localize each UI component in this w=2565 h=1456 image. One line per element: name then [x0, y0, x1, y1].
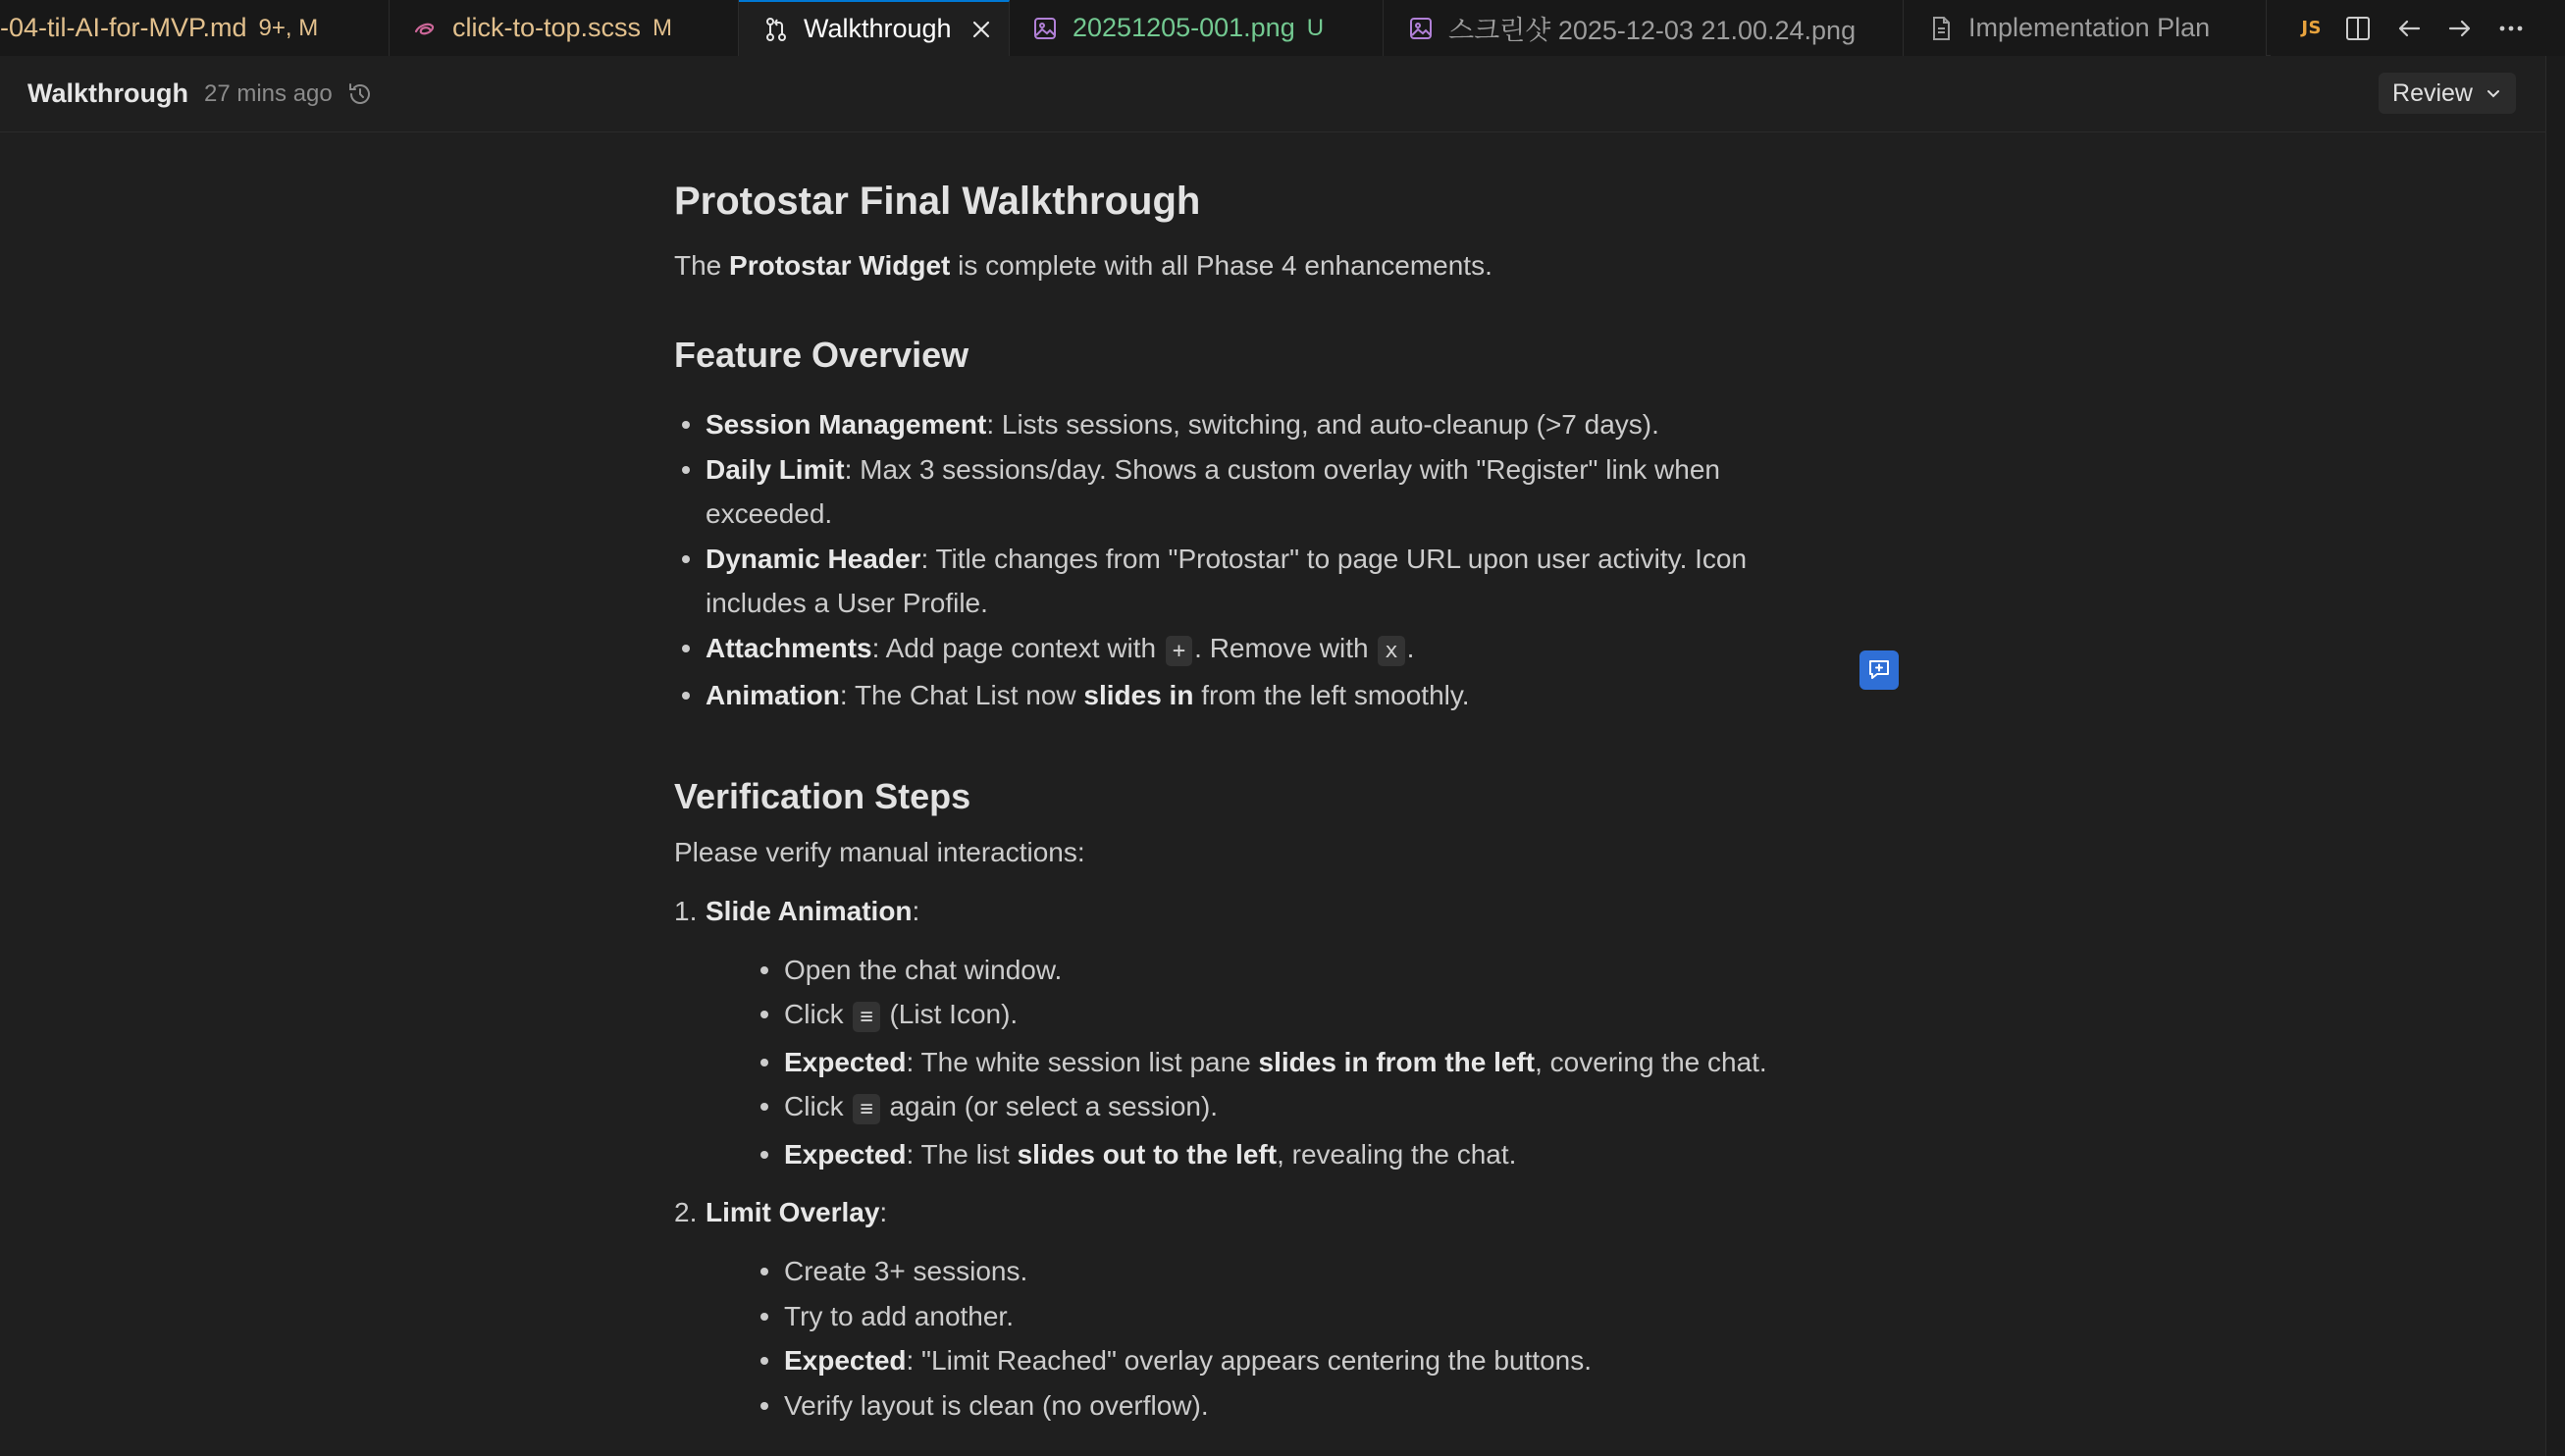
feature-text: : Title changes from "Protostar" to page URL upon user activity. Icon includes a User Profile. [706, 543, 1748, 618]
feature-text: : The Chat List now [839, 680, 1084, 710]
arrow-left-icon[interactable] [2394, 14, 2424, 43]
expected-label: Expected [784, 1046, 907, 1077]
feature-text: . Remove with [1194, 632, 1377, 663]
inline-code: x [1378, 636, 1404, 666]
step-substeps [674, 948, 1852, 1177]
feature-text: : Lists sessions, switching, and auto-cleanup (>7 days). [986, 409, 1659, 440]
tab-scss-file[interactable] [390, 0, 739, 56]
last-updated-time: 27 mins ago [203, 79, 333, 107]
chevron-down-icon [2485, 84, 2502, 102]
image-file-icon [1407, 15, 1435, 42]
feature-label: Dynamic Header [706, 543, 921, 574]
tab-status: 9+, M [258, 14, 319, 41]
list-item [784, 1132, 1852, 1177]
list-item [706, 537, 1852, 626]
list-item: Try to add another. [784, 1294, 1852, 1339]
step-item [674, 889, 1852, 1177]
tab-label: click-to-top.scss [452, 13, 642, 42]
tab-implementation-plan[interactable] [1904, 0, 2267, 56]
substep-bold: slides out to the left [1017, 1138, 1278, 1170]
tab-label: Walkthrough [804, 14, 952, 43]
inline-code: + [1166, 636, 1192, 666]
step-number: 2. [674, 1197, 698, 1227]
feature-list [674, 402, 1852, 718]
intro-paragraph [674, 243, 1852, 288]
list-item [706, 626, 1852, 674]
feature-overview-heading: Feature Overview [674, 335, 969, 375]
tab-label: 스크린샷 2025-12-03 21.00.24.png [1448, 16, 1857, 45]
step-colon: : [912, 895, 920, 926]
verification-intro: Please verify manual interactions: [674, 836, 1085, 867]
git-pull-request-icon [762, 16, 790, 43]
list-item [706, 402, 1852, 447]
document-icon [1927, 15, 1955, 42]
tab-bar [0, 0, 2565, 56]
substep-text: (List Icon). [881, 999, 1019, 1029]
feature-label: Animation [706, 680, 840, 710]
list-item: Open the chat window. [784, 948, 1852, 993]
substep-text: , covering the chat. [1535, 1046, 1767, 1077]
tab-label: Implementation Plan [1968, 13, 2211, 42]
feature-text: from the left smoothly. [1193, 680, 1470, 710]
more-icon[interactable] [2496, 14, 2526, 43]
substep-text: again (or select a session). [881, 1091, 1219, 1121]
image-file-icon [1031, 15, 1059, 42]
arrow-right-icon[interactable] [2445, 14, 2475, 43]
step-label: Slide Animation [706, 895, 913, 926]
intro-bold: Protostar Widget [729, 250, 951, 281]
feature-bold: slides in [1083, 680, 1194, 710]
sass-icon [411, 15, 439, 42]
tab-label: 20251205-001.png [1073, 13, 1295, 42]
substep-text: Click [784, 1091, 852, 1121]
list-icon-code: ≡ [853, 1094, 879, 1124]
split-editor-icon[interactable] [2343, 14, 2373, 43]
feature-label: Session Management [706, 409, 987, 440]
expected-label: Expected [784, 1138, 907, 1170]
step-label: Limit Overlay [706, 1197, 880, 1227]
walkthrough-document [674, 167, 1852, 1441]
feature-text: : Max 3 sessions/day. Shows a custom overlay with "Register" link when exceeded. [706, 453, 1720, 529]
list-item [784, 1040, 1852, 1085]
feature-label: Daily Limit [706, 453, 845, 485]
document-title: Walkthrough [27, 78, 188, 108]
substep-text: : The list [906, 1138, 1018, 1170]
js-file-icon[interactable]: JS [2301, 18, 2322, 38]
review-button[interactable] [2379, 73, 2516, 114]
tab-image-png[interactable] [1010, 0, 1384, 56]
list-item [784, 1338, 1852, 1383]
list-item: Create 3+ sessions. [784, 1249, 1852, 1294]
intro-text: The [674, 250, 730, 281]
verification-steps-list [674, 889, 1852, 1429]
comment-icon [1866, 657, 1892, 683]
tab-walkthrough[interactable] [739, 0, 1010, 56]
substep-text: Click [784, 999, 852, 1029]
feature-label: Attachments [706, 632, 872, 663]
tab-status: U [1306, 14, 1325, 41]
step-number: 1. [674, 895, 698, 926]
tab-status: M [653, 14, 673, 41]
list-item [784, 1084, 1852, 1132]
substep-text: , revealing the chat. [1277, 1138, 1517, 1170]
intro-text: is complete with all Phase 4 enhancements. [950, 250, 1492, 281]
add-comment-button[interactable] [1859, 650, 1899, 690]
list-item: Verify layout is clean (no overflow). [784, 1383, 1852, 1429]
substep-bold: slides in from the left [1258, 1046, 1536, 1077]
review-button-label: Review [2392, 78, 2473, 107]
tab-markdown-file[interactable] [0, 0, 390, 56]
tab-actions [2271, 0, 2565, 56]
feature-text: . [1406, 632, 1415, 663]
history-icon[interactable] [346, 80, 374, 108]
step-colon: : [879, 1197, 888, 1227]
list-icon-code: ≡ [853, 1002, 879, 1032]
step-substeps [674, 1249, 1852, 1428]
expected-label: Expected [784, 1345, 907, 1376]
close-icon[interactable] [969, 18, 993, 41]
step-item [674, 1190, 1852, 1428]
substep-text: : "Limit Reached" overlay appears centering the buttons. [906, 1345, 1592, 1376]
list-item [706, 673, 1852, 718]
verification-steps-heading: Verification Steps [674, 775, 971, 816]
document-heading: Protostar Final Walkthrough [674, 180, 1201, 223]
substep-text: : The white session list pane [906, 1046, 1259, 1077]
feature-text: : Add page context with [871, 632, 1164, 663]
list-item [784, 992, 1852, 1040]
tab-screenshot-png[interactable] [1384, 0, 1904, 56]
vertical-scrollbar[interactable] [2545, 56, 2565, 1456]
document-header [0, 56, 2545, 132]
list-item [706, 447, 1852, 537]
tab-label: -04-til-AI-for-MVP.md [0, 13, 247, 42]
